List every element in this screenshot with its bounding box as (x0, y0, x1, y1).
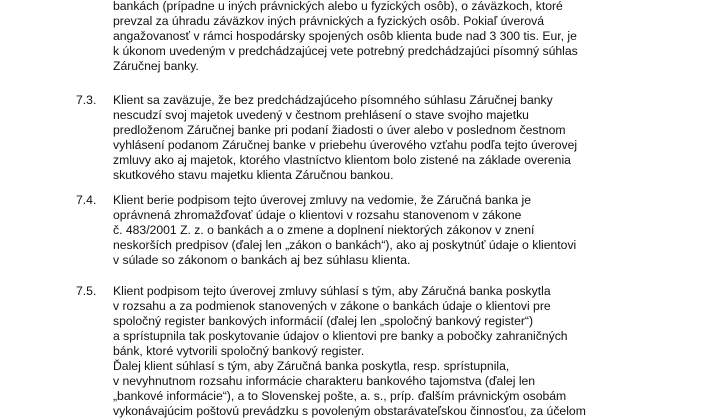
text-line: v nevyhnutnom rozsahu informácie charakteru bankového tajomstva (ďalej len (113, 374, 536, 388)
text-line: neskorších predpisov (ďalej len „zákon o bankách“), ako aj poskytnúť údaje o klientovi (113, 238, 577, 252)
text-line: bankách (prípadne u iných právnických alebo u fyzických osôb), o záväzkoch, ktoré (113, 0, 563, 13)
text-line: prevzal za úhradu záväzkov iných právnických a fyzických osôb. Pokiaľ úverová (113, 14, 544, 28)
section-number: 7.5. (76, 284, 97, 298)
text-line: bánk, ktoré vytvorili spoločný bankový register. (113, 344, 365, 358)
text-line: Klient berie podpisom tejto úverovej zmluvy na vedomie, že Záručná banka je (113, 193, 531, 207)
text-line: spoločný register bankových informácií (ďalej len „spoločný bankový register“) (113, 314, 534, 328)
text-line: v rozsahu a za podmienok stanovených v zákone o bankách údaje o klientovi pre (113, 299, 551, 313)
text-line: Klient podpisom tejto úverovej zmluvy súhlasí s tým, aby Záručná banka poskytla (113, 284, 551, 298)
text-line: k úkonom uvedeným v predchádzajúcej vete potrebný predchádzajúci písomný súhlas (113, 44, 578, 58)
text-line: nescudzí svoj majetok uvedený v čestnom prehlásení o stave svojho majetku (113, 108, 529, 122)
text-line: Ďalej klient súhlasí s tým, aby Záručná banka poskytla, resp. sprístupnila, (113, 359, 510, 373)
text-line: oprávnená zhromažďovať údaje o klientovi v rozsahu stanovenom v zákone (113, 208, 522, 222)
text-line: Záručnej banky. (113, 59, 199, 73)
text-line: „bankové informácie“), a to Slovenskej pošte, a. s., príp. ďalším právnickým osobám (113, 389, 567, 403)
text-line: vyhlásení podanom Záručnej banke v priebehu úverového vzťahu podľa tejto úverovej (113, 138, 578, 152)
text-line: zmluvy ako aj majetok, ktorého vlastníctvo klientom bolo zistené na základe overenia (113, 153, 571, 167)
text-line: Klient sa zaväzuje, že bez predchádzajúceho písomného súhlasu Záručnej banky (113, 93, 553, 107)
text-line: v súlade so zákonom o bankách aj bez súhlasu klienta. (113, 253, 411, 267)
text-line: č. 483/2001 Z. z. o bankách a o zmene a doplnení niektorých zákonov v znení (113, 223, 535, 237)
text-line: predloženom Záručnej banke pri podaní žiadosti o úver alebo v poslednom čestnom (113, 123, 566, 137)
section-number: 7.3. (76, 93, 97, 107)
text-line: a sprístupnila tak poskytovanie údajov o klientovi pre banky a pobočky zahraničných (113, 329, 568, 343)
section-number: 7.4. (76, 193, 97, 207)
text-line: vykonávajúcim poštovú prevádzku s povoleným obstarávateľskou činnosťou, za účelom (113, 404, 586, 418)
text-line: angažovanosť v rámci hospodársky spojených osôb klienta bude nad 3 300 tis. Eur, je (113, 29, 577, 43)
text-line: skutkového stavu majetku klienta Záručnou bankou. (113, 168, 394, 182)
